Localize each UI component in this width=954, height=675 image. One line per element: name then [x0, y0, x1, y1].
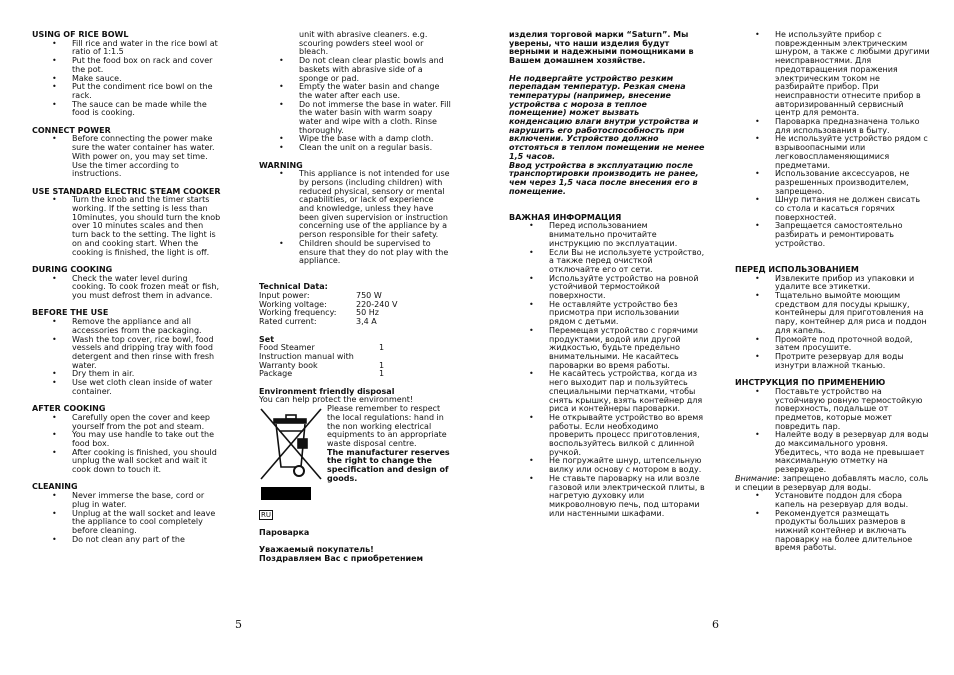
bullet-icon: • — [755, 334, 760, 344]
bullet-icon: • — [529, 221, 534, 231]
list-item-text: The sauce can be made while the food is cooking. — [72, 99, 207, 118]
section-heading: DURING COOKING — [32, 264, 113, 274]
list-item — [52, 491, 222, 509]
list-item — [529, 247, 705, 275]
list-item — [52, 508, 222, 536]
bullet-icon: • — [529, 247, 534, 257]
list-item — [279, 99, 451, 136]
bullet-list — [32, 40, 222, 118]
before-use-heading-ru: ПЕРЕД ИСПОЛЬЗОВАНИЕМ — [735, 264, 859, 274]
usage-list-ru — [735, 388, 930, 475]
row-label: Input power: — [259, 291, 310, 301]
manufacturer-notice: The manufacturer reserves the right to change the specification and design of goods. — [327, 447, 450, 483]
table-row — [259, 318, 397, 327]
row-label: Instruction manual with — [259, 351, 354, 361]
list-item — [755, 508, 930, 554]
section-heading: CLEANING — [32, 482, 78, 492]
bullet-icon: • — [279, 56, 284, 66]
list-item — [755, 291, 930, 336]
list-item — [755, 352, 930, 370]
bullet-icon: • — [52, 412, 57, 422]
list-item — [279, 82, 451, 100]
bullet-icon: • — [52, 56, 57, 66]
bullet-icon: • — [529, 369, 534, 379]
bullet-list — [32, 414, 222, 475]
bullet-icon: • — [52, 447, 57, 457]
row-label: Working frequency: — [259, 308, 337, 318]
ru-temperature-warning: Не подвергайте устройство резким перепадам температур. Резкая смена температуры (например, внесение устройства с мороза в теплое помещение) может вызвать конденсацию влаги внутри устройства и нарушить его работоспособность при включении. Устройство должно отстояться в теплом помещении не менее 1,5 часов. — [509, 73, 705, 161]
list-item-text: After cooking is finished, you should unplug the wall socket and wait it cook down to touch it. — [72, 447, 217, 475]
list-item — [529, 325, 705, 371]
list-item-text: Put the condiment rice bowl on the rack. — [72, 82, 213, 100]
bullet-icon: • — [529, 473, 534, 483]
list-item-text: Запрещается самостоятельно разбирать и ремонтировать устройство. — [775, 221, 903, 248]
set-table — [259, 344, 384, 379]
list-item-text: Empty the water basin and change the water after each use. — [299, 82, 440, 100]
list-item-text: Turn the knob and the timer starts working. If the setting is less than 10minutes, you should turn the knob over 10 minutes scales and then turn back to the setting. The light is on and cooking start. When the cooking is finished, the light is off. — [72, 195, 221, 257]
list-item-text: You may use handle to take out the food box. — [72, 430, 215, 448]
list-item-text: Шнур питания не должен свисать со стола и касаться горячих поверхностей. — [775, 195, 921, 222]
list-item — [755, 386, 930, 432]
list-item-text: Установите поддон для сбора капель на резервуар для воды. — [775, 491, 909, 509]
bullet-icon: • — [279, 82, 284, 92]
bullet-icon: • — [52, 334, 57, 344]
disposal-block — [259, 405, 451, 501]
list-item-text: Тщательно вымойте моющим средством для посуды крышку, контейнеры для приготовления на пару, контейнер для риса и поддон для капель. — [775, 291, 927, 335]
row-value: 1 — [379, 343, 385, 353]
bullet-icon: • — [52, 99, 57, 109]
list-item — [52, 134, 222, 179]
list-item — [52, 334, 222, 371]
bullet-icon: • — [755, 30, 760, 39]
column-1-english — [32, 31, 222, 544]
list-item-text: Если Вы не используете устройство, а также перед очисткой отключайте его от сети. — [549, 247, 705, 274]
section-heading: BEFORE THE USE — [32, 308, 109, 318]
bullet-icon: • — [755, 273, 760, 283]
list-item-text: Протрите резервуар для воды изнутри влажной тканью. — [775, 352, 904, 370]
list-item-text: Fill rice and water in the rice bowl at ratio of 1:1.5 — [72, 38, 218, 57]
important-info-list — [509, 222, 705, 518]
row-label: Food Steamer — [259, 343, 315, 353]
bullet-icon: • — [529, 325, 534, 335]
bullet-icon: • — [529, 273, 534, 283]
list-item-text: Не оставляйте устройство без присмотра при использовании рядом с детьми. — [549, 299, 680, 327]
before-use-list-ru — [735, 275, 930, 371]
bullet-icon: • — [52, 491, 57, 501]
bullet-list — [32, 135, 222, 179]
bullet-icon: • — [755, 169, 760, 179]
list-item-text: Используйте устройство на ровной устойчивой термостойкой поверхности. — [549, 273, 699, 301]
env-text: Please remember to respect the local regulations: hand in the non working electrical equipments to an appropriate waste disposal centre. — [327, 405, 447, 448]
bullet-icon: • — [529, 456, 534, 466]
list-item-text: Put the food box on rack and cover the pot. — [72, 56, 213, 74]
bullet-icon: • — [755, 491, 760, 501]
bullet-icon: • — [529, 299, 534, 309]
list-item — [52, 378, 222, 396]
section-heading: USE STANDARD ELECTRIC STEAM COOKER — [32, 186, 221, 196]
bullet-icon: • — [279, 134, 284, 144]
bullet-icon: • — [52, 508, 57, 518]
list-item-text: Не используйте устройство рядом с взрывоопасными или легковоспламеняющимися предметами. — [775, 134, 928, 170]
bullet-icon: • — [52, 273, 57, 283]
column-3-russian — [509, 31, 705, 518]
list-item — [755, 169, 930, 196]
bullet-icon: • — [52, 38, 57, 48]
list-item — [529, 273, 705, 301]
list-item — [755, 221, 930, 248]
list-item-text: Make sauce. — [72, 73, 122, 83]
list-item-text: Wash the top cover, rice bowl, food vessels and dripping tray with food detergent and then rinse with fresh water. — [72, 334, 215, 370]
list-item — [529, 473, 705, 519]
bullet-icon: • — [52, 430, 57, 440]
bullet-list — [32, 275, 222, 301]
ru-greeting: Уважаемый покупатель! — [259, 544, 374, 554]
warning-heading: WARNING — [259, 160, 303, 170]
page-number-right: 6 — [712, 618, 719, 631]
cleaning-list-cont — [259, 57, 451, 153]
bullet-icon: • — [52, 378, 57, 388]
list-item-text: Do not immerse the base in water. Fill the water basin with warm soapy water and wipe with a cloth. Rinse thoroughly. — [299, 99, 451, 135]
row-label: Working voltage: — [259, 299, 327, 309]
attention-text: : запрещено добавлять масло, соль и специи в резервуар для воды. — [735, 473, 929, 492]
ru-language-badge: RU — [261, 510, 271, 519]
list-item — [52, 273, 222, 301]
list-item — [279, 238, 451, 266]
list-item-text: Before connecting the power make sure the water container has water. With power on, you may set time. Use the timer according to instructions. — [72, 134, 215, 179]
bullet-icon: • — [52, 369, 57, 379]
list-item-text: Carefully open the cover and keep yourself from the pot and steam. — [72, 412, 210, 431]
row-label: Package — [259, 369, 293, 379]
env-heading: Environment friendly disposal — [259, 386, 395, 396]
ru-intro: изделия торговой марки “Saturn”. Мы уверены, что наши изделия будут верными и надежными помощниками в Вашем домашнем хозяйстве. — [509, 30, 694, 66]
list-item — [529, 221, 705, 248]
row-value: 220-240 V — [356, 299, 398, 309]
list-item-text: Clean the unit on a regular basis. — [299, 143, 433, 153]
list-item — [529, 412, 705, 458]
list-item — [529, 299, 705, 327]
list-item-text: Wipe the base with a damp cloth. — [299, 134, 434, 144]
list-item-text: Налейте воду в резервуар для воды до максимального уровня. Убедитесь, что вода не превышает максимальную отметку на резервуаре. — [775, 430, 929, 475]
ru-product-title: Пароварка — [259, 527, 310, 537]
usage-heading-ru: ИНСТРУКЦИЯ ПО ПРИМЕНЕНИЮ — [735, 378, 886, 388]
list-item-text: This appliance is not intended for use by persons (including children) with reduced physical, sensory or mental capabilities, or lack of experience and knowledge, unless they have been given supervision or instruction concerning use of the appliance by a person responsible for their safety. — [299, 169, 450, 240]
list-item — [52, 412, 222, 431]
row-value: 1 — [379, 369, 385, 379]
list-item-text: Промойте под проточной водой, затем просушите. — [775, 334, 913, 353]
list-item — [529, 456, 705, 475]
list-item — [52, 195, 222, 257]
list-item-text: Не погружайте шнур, штепсельную вилку или основу с мотором в воду. — [549, 456, 702, 475]
bullet-list — [32, 196, 222, 257]
list-item-text: Не касайтесь устройства, когда из него выходит пар и пользуйтесь специальными перчатками, чтобы снять крышку, взять контейнер для риса и контейнеры пароварки. — [549, 369, 703, 414]
list-item — [52, 38, 222, 57]
row-value: 3,4 A — [356, 317, 377, 327]
list-item — [52, 317, 222, 335]
bullet-icon: • — [52, 82, 57, 92]
list-item — [755, 273, 930, 292]
list-item-text: Do not clean any part of the — [72, 534, 185, 544]
list-item — [52, 430, 222, 448]
list-item-text: Dry them in air. — [72, 369, 135, 379]
crossed-bin-recycling-icon — [259, 405, 325, 501]
list-item — [755, 195, 930, 222]
bullet-icon: • — [279, 143, 284, 153]
bullet-list — [32, 318, 222, 396]
bullet-icon: • — [755, 352, 760, 361]
warning-list — [259, 170, 451, 266]
set-heading: Set — [259, 334, 275, 344]
list-item — [755, 134, 930, 170]
list-item — [279, 56, 451, 83]
bullet-icon: • — [52, 195, 57, 205]
list-item-text: Unplug at the wall socket and leave the appliance to cool completely before cleaning. — [72, 508, 216, 535]
attention-note — [735, 475, 930, 492]
row-value: 750 W — [356, 291, 382, 301]
row-label: Rated current: — [259, 317, 317, 327]
bullet-icon: • — [755, 291, 760, 301]
list-item — [755, 491, 930, 509]
page-number-left: 5 — [235, 618, 242, 631]
list-item — [52, 447, 222, 475]
list-item-text: Извлеките прибор из упаковки и удалите все этикетки. — [775, 273, 915, 292]
list-item-text: Перед использованием внимательно прочитайте инструкцию по эксплуатации. — [549, 221, 678, 248]
cleaning-continuation: unit with abrasive cleaners. e.g. scouring powders steel wool or bleach. — [299, 30, 428, 57]
section-heading: CONNECT POWER — [32, 125, 111, 135]
section-heading: AFTER COOKING — [32, 404, 106, 414]
list-item — [755, 30, 930, 118]
important-info-heading: ВАЖНАЯ ИНФОРМАЦИЯ — [509, 212, 622, 222]
row-value: 1 — [379, 360, 385, 370]
bullet-icon: • — [755, 508, 760, 518]
bullet-icon: • — [755, 386, 760, 396]
bullet-icon: • — [529, 412, 534, 422]
list-item — [755, 117, 930, 135]
list-item-text: Поставьте устройство на устойчивую ровную термостойкую поверхность, подальше от предметов, которые может повредить пар. — [775, 386, 923, 431]
list-item-text: Пароварка предназначена только для использования в быту. — [775, 117, 920, 135]
bullet-icon: • — [52, 534, 57, 544]
bullet-icon: • — [755, 430, 760, 440]
list-item — [52, 56, 222, 74]
column-4-russian — [735, 31, 930, 553]
row-label: Warranty book — [259, 360, 318, 370]
list-item-text: Не используйте прибор с поврежденным электрическим шнуром, а также с любыми другими неисправностями. Для предотвращения поражения электрическим током не разбирайте прибор. При неисправности отнесите прибор в авторизированный сервисный центр для ремонта. — [775, 30, 930, 118]
bullet-icon: • — [755, 134, 760, 144]
list-item-text: Children should be supervised to ensure that they do not play with the appliance. — [299, 238, 449, 266]
attention-label: Внимание — [735, 473, 778, 483]
list-item-text: Check the water level during cooking. To cook frozen meat or fish, you must defrost them in advance. — [72, 273, 220, 301]
list-item-text: Перемещая устройство с горячими продуктами, водой или другой жидкостью, будьте предельно внимательными. Не касайтесь пароварки во время работы. — [549, 325, 698, 370]
technical-data-heading: Technical Data: — [259, 282, 328, 292]
list-item — [52, 534, 222, 545]
technical-data-table — [259, 292, 397, 327]
list-item — [52, 82, 222, 100]
bullet-icon: • — [279, 238, 284, 248]
bullet-icon: • — [755, 117, 760, 127]
env-intro: You can help protect the environment! — [259, 395, 414, 405]
table-row — [259, 370, 384, 379]
bullet-icon: • — [52, 317, 57, 327]
bullet-icon: • — [279, 169, 284, 179]
column-2-english — [259, 31, 451, 563]
bullet-icon: • — [279, 99, 284, 109]
list-item-text: Use wet cloth clean inside of water container. — [72, 378, 213, 396]
bullet-icon: • — [755, 221, 760, 231]
list-item-text: Рекомендуется размещать продукты больших размеров в нижний контейнер и включать пароварку на более длительное время работы. — [775, 508, 913, 553]
bullet-icon: • — [755, 195, 760, 205]
usage-list-ru-2 — [735, 492, 930, 553]
row-value: 50 Hz — [356, 308, 379, 318]
ru-transport-warning: Ввод устройства в эксплуатацию после транспортировки производить не ранее, чем через 1,5 часа после внесения его в помещение. — [509, 160, 699, 196]
safety-list — [735, 31, 930, 249]
list-item-text: Remove the appliance and all accessories from the packaging. — [72, 317, 202, 335]
list-item — [755, 430, 930, 475]
bullet-icon: • — [52, 134, 57, 144]
list-item — [279, 143, 451, 153]
list-item-text: Использование аксессуаров, не разрешенных производителем, запрещено. — [775, 169, 910, 196]
list-item-text: Do not clean clear plastic bowls and baskets with abrasive side of a sponge or pad. — [299, 56, 444, 83]
list-item-text: Не открывайте устройство во время работы. Если необходимо проверить процесс приготовления, воспользуйтесь вилкой с длинной ручкой. — [549, 412, 704, 457]
section-heading: USING OF RICE BOWL — [32, 30, 129, 39]
list-item — [529, 369, 705, 414]
list-item — [755, 334, 930, 353]
bullet-list — [32, 492, 222, 544]
list-item — [52, 99, 222, 118]
bullet-icon: • — [52, 73, 57, 83]
list-item-text: Не ставьте пароварку на или возле газовой или электрической плиты, в нагретую духовку или микроволновую печь, под шторами или настенными шкафами. — [549, 473, 705, 518]
ru-congrats: Поздравляем Вас с приобретением — [259, 553, 424, 563]
list-item-text: Never immerse the base, cord or plug in water. — [72, 491, 205, 509]
list-item — [279, 169, 451, 240]
